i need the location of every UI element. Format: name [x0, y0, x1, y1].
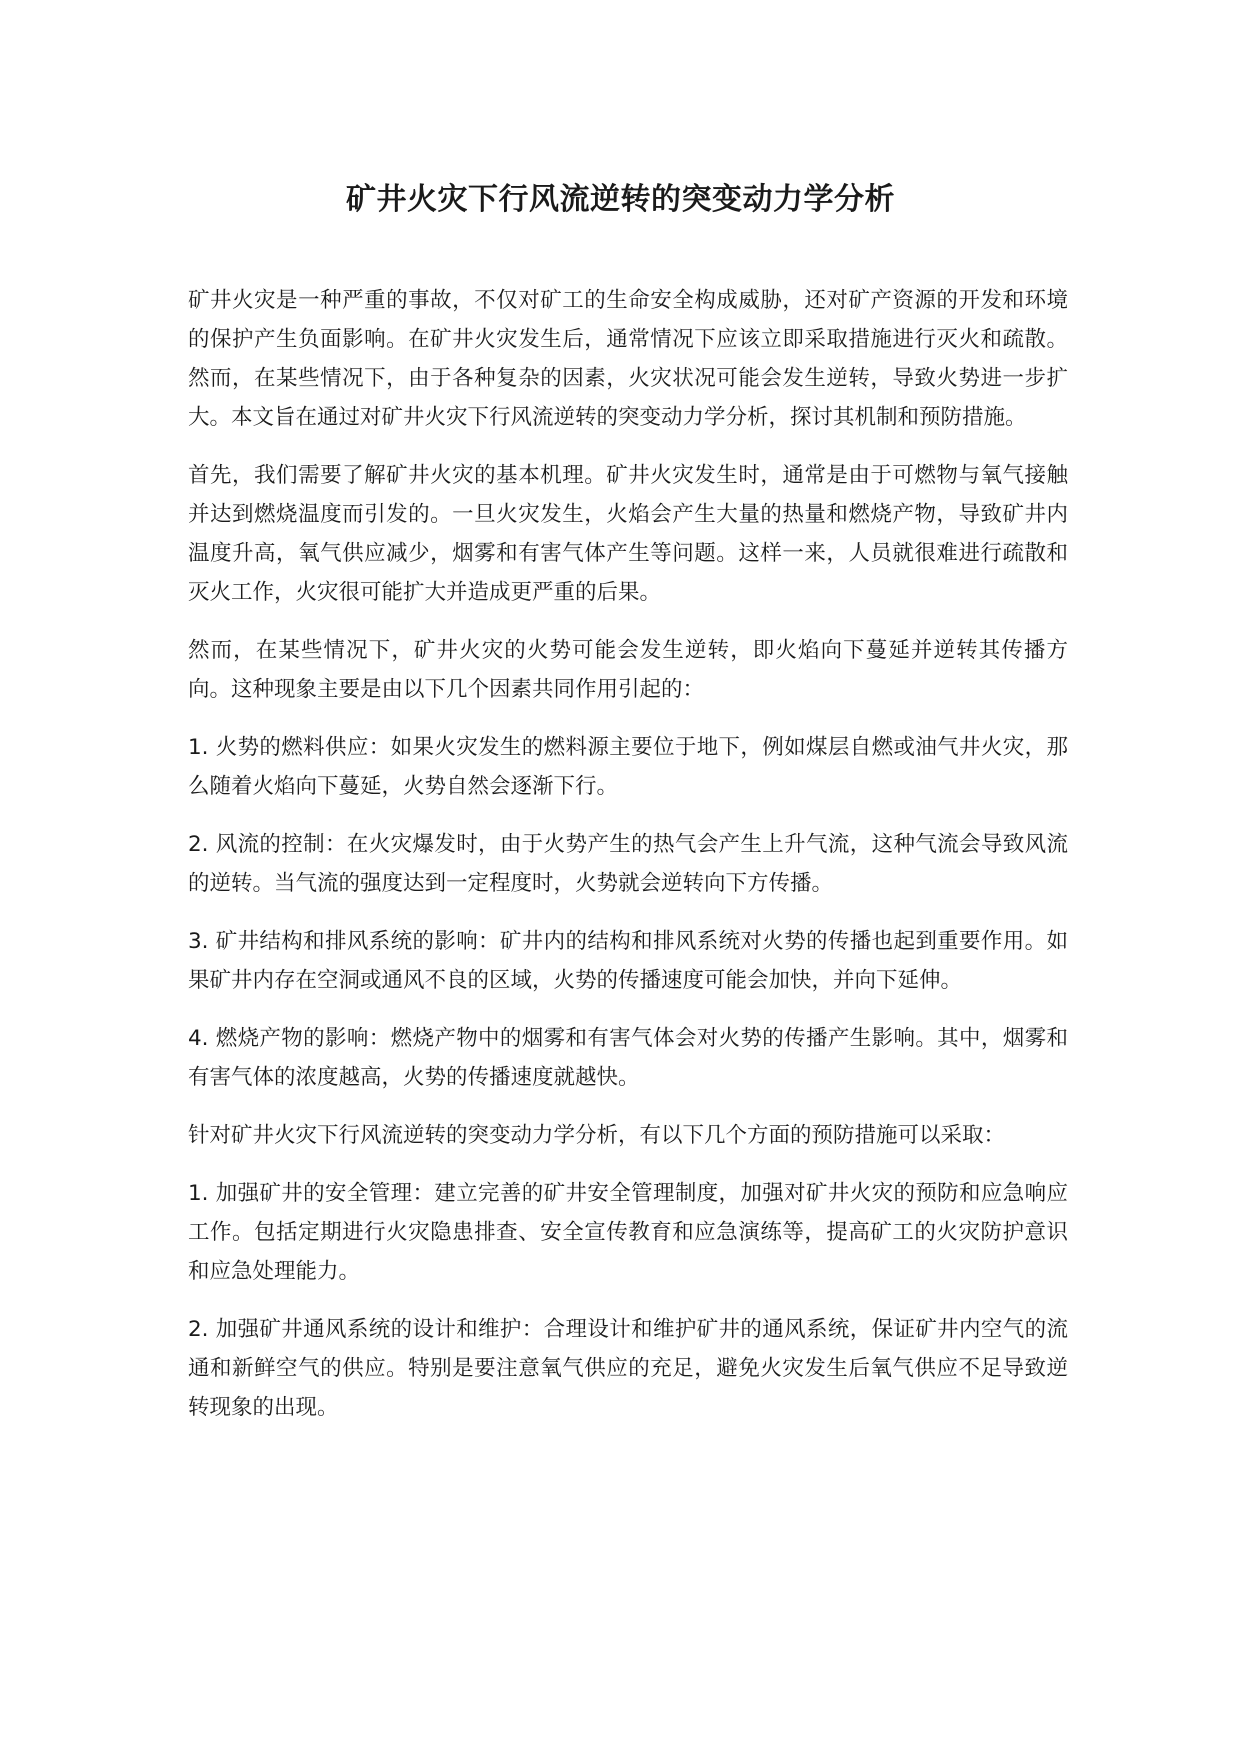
list-item-fuel-supply: 1. 火势的燃料供应：如果火灾发生的燃料源主要位于地下，例如煤层自燃或油气井火灾，那么随着火焰向下蔓延，火势自然会逐渐下行。 [188, 735, 1068, 799]
paragraph-intro: 矿井火灾是一种严重的事故，不仅对矿工的生命安全构成威胁，还对矿产资源的开发和环境的保护产生负面影响。在矿井火灾发生后，通常情况下应该立即采取措施进行灭火和疏散。然而，在某些情况下，由于各种复杂的因素，火灾状况可能会发生逆转，导致火势进一步扩大。本文旨在通过对矿井火灾下行风流逆转的突变动力学分析，探讨其机制和预防措施。 [188, 288, 1068, 430]
paragraph-reversal: 然而，在某些情况下，矿井火灾的火势可能会发生逆转，即火焰向下蔓延并逆转其传播方向。这种现象主要是由以下几个因素共同作用引起的： [188, 638, 1068, 702]
list-item-combustion-products: 4. 燃烧产物的影响：燃烧产物中的烟雾和有害气体会对火势的传播产生影响。其中，烟雾和有害气体的浓度越高，火势的传播速度就越快。 [188, 1026, 1068, 1090]
document-title: 矿井火灾下行风流逆转的突变动力学分析 [346, 182, 895, 217]
list-item-mine-structure: 3. 矿井结构和排风系统的影响：矿井内的结构和排风系统对火势的传播也起到重要作用。如果矿井内存在空洞或通风不良的区域，火势的传播速度可能会加快，并向下延伸。 [188, 929, 1068, 993]
paragraph-prevention-intro: 针对矿井火灾下行风流逆转的突变动力学分析，有以下几个方面的预防措施可以采取： [188, 1123, 1006, 1148]
list-item-airflow-control: 2. 风流的控制：在火灾爆发时，由于火势产生的热气会产生上升气流，这种气流会导致风流的逆转。当气流的强度达到一定程度时，火势就会逆转向下方传播。 [188, 832, 1068, 896]
document-body [188, 281, 1068, 1446]
list-item-ventilation-system: 2. 加强矿井通风系统的设计和维护：合理设计和维护矿井的通风系统，保证矿井内空气的流通和新鲜空气的供应。特别是要注意氧气供应的充足，避免火灾发生后氧气供应不足导致逆转现象的出现。 [188, 1317, 1068, 1420]
list-item-safety-management: 1. 加强矿井的安全管理：建立完善的矿井安全管理制度，加强对矿井火灾的预防和应急响应工作。包括定期进行火灾隐患排查、安全宣传教育和应急演练等，提高矿工的火灾防护意识和应急处理能力。 [188, 1181, 1068, 1284]
paragraph-mechanism: 首先，我们需要了解矿井火灾的基本机理。矿井火灾发生时，通常是由于可燃物与氧气接触并达到燃烧温度而引发的。一旦火灾发生，火焰会产生大量的热量和燃烧产物，导致矿井内温度升高，氧气供应减少，烟雾和有害气体产生等问题。这样一来，人员就很难进行疏散和灭火工作，火灾很可能扩大并造成更严重的后果。 [188, 463, 1068, 605]
